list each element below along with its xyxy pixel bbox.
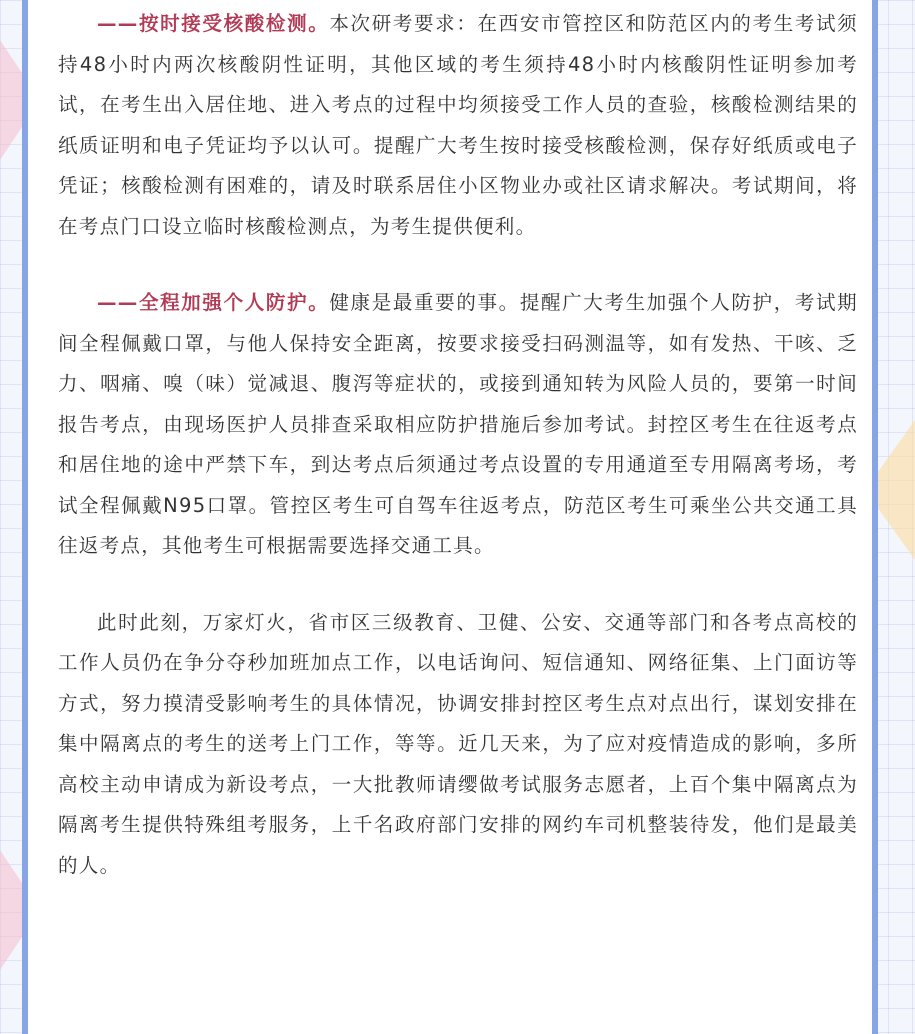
section-heading-nucleic-acid-testing: ——按时接受核酸检测。: [97, 12, 330, 35]
paragraph-body: 此时此刻，万家灯火，省市区三级教育、卫健、公安、交通等部门和各考点高校的工作人员仍在争分夺秒加班加点工作，以电话询问、短信通知、网络征集、上门面访等方式，努力摸清受影响考生的具体情况，协调安排封控区考生点对点出行，谋划安排在集中隔离点的考生的送考上门工作，等等。近几天来，为了应对疫情造成的影响，多所高校主动申请成为新设考点，一大批教师请缨做考试服务志愿者，上百个集中隔离点为隔离考生提供特殊组考服务，上千名政府部门安排的网约车司机整装待发，他们是最美的人。: [58, 610, 858, 877]
paragraph-spacer: [58, 247, 858, 283]
paragraph-spacer: [58, 567, 858, 603]
paragraph-staff-effort: [58, 603, 858, 887]
paragraph-personal-protection: [58, 283, 858, 567]
paragraph-body: 健康是最重要的事。提醒广大考生加强个人防护，考试期间全程佩戴口罩，与他人保持安全距离，按要求接受扫码测温等，如有发热、干咳、乏力、咽痛、嗅（味）觉减退、腹泻等症状的，或接到通知转为风险人员的，要第一时间报告考点，由现场医护人员排查采取相应防护措施后参加考试。封控区考生在往返考点和居住地的途中严禁下车，到达考点后须通过考点设置的专用通道至专用隔离考场，考试全程佩戴N95口罩。管控区考生可自驾车往返考点，防范区考生可乘坐公共交通工具往返考点，其他考生可根据需要选择交通工具。: [58, 291, 858, 557]
paragraph-body: 本次研考要求：在西安市管控区和防范区内的考生考试须持48小时内两次核酸阴性证明，其他区域的考生须持48小时内核酸阴性证明参加考试，在考生出入居住地、进入考点的过程中均须接受工作人员的查验，核酸检测结果的纸质证明和电子凭证均予以认可。提醒广大考生按时接受核酸检测，保存好纸质或电子凭证；核酸检测有困难的，请及时联系居住小区物业办或社区请求解决。考试期间，将在考点门口设立临时核酸检测点，为考生提供便利。: [58, 12, 858, 238]
section-heading-personal-protection: ——全程加强个人防护。: [97, 291, 330, 314]
article-card: [22, 0, 878, 1034]
article-content: [58, 4, 858, 886]
paragraph-nucleic-acid-testing: [58, 4, 858, 247]
